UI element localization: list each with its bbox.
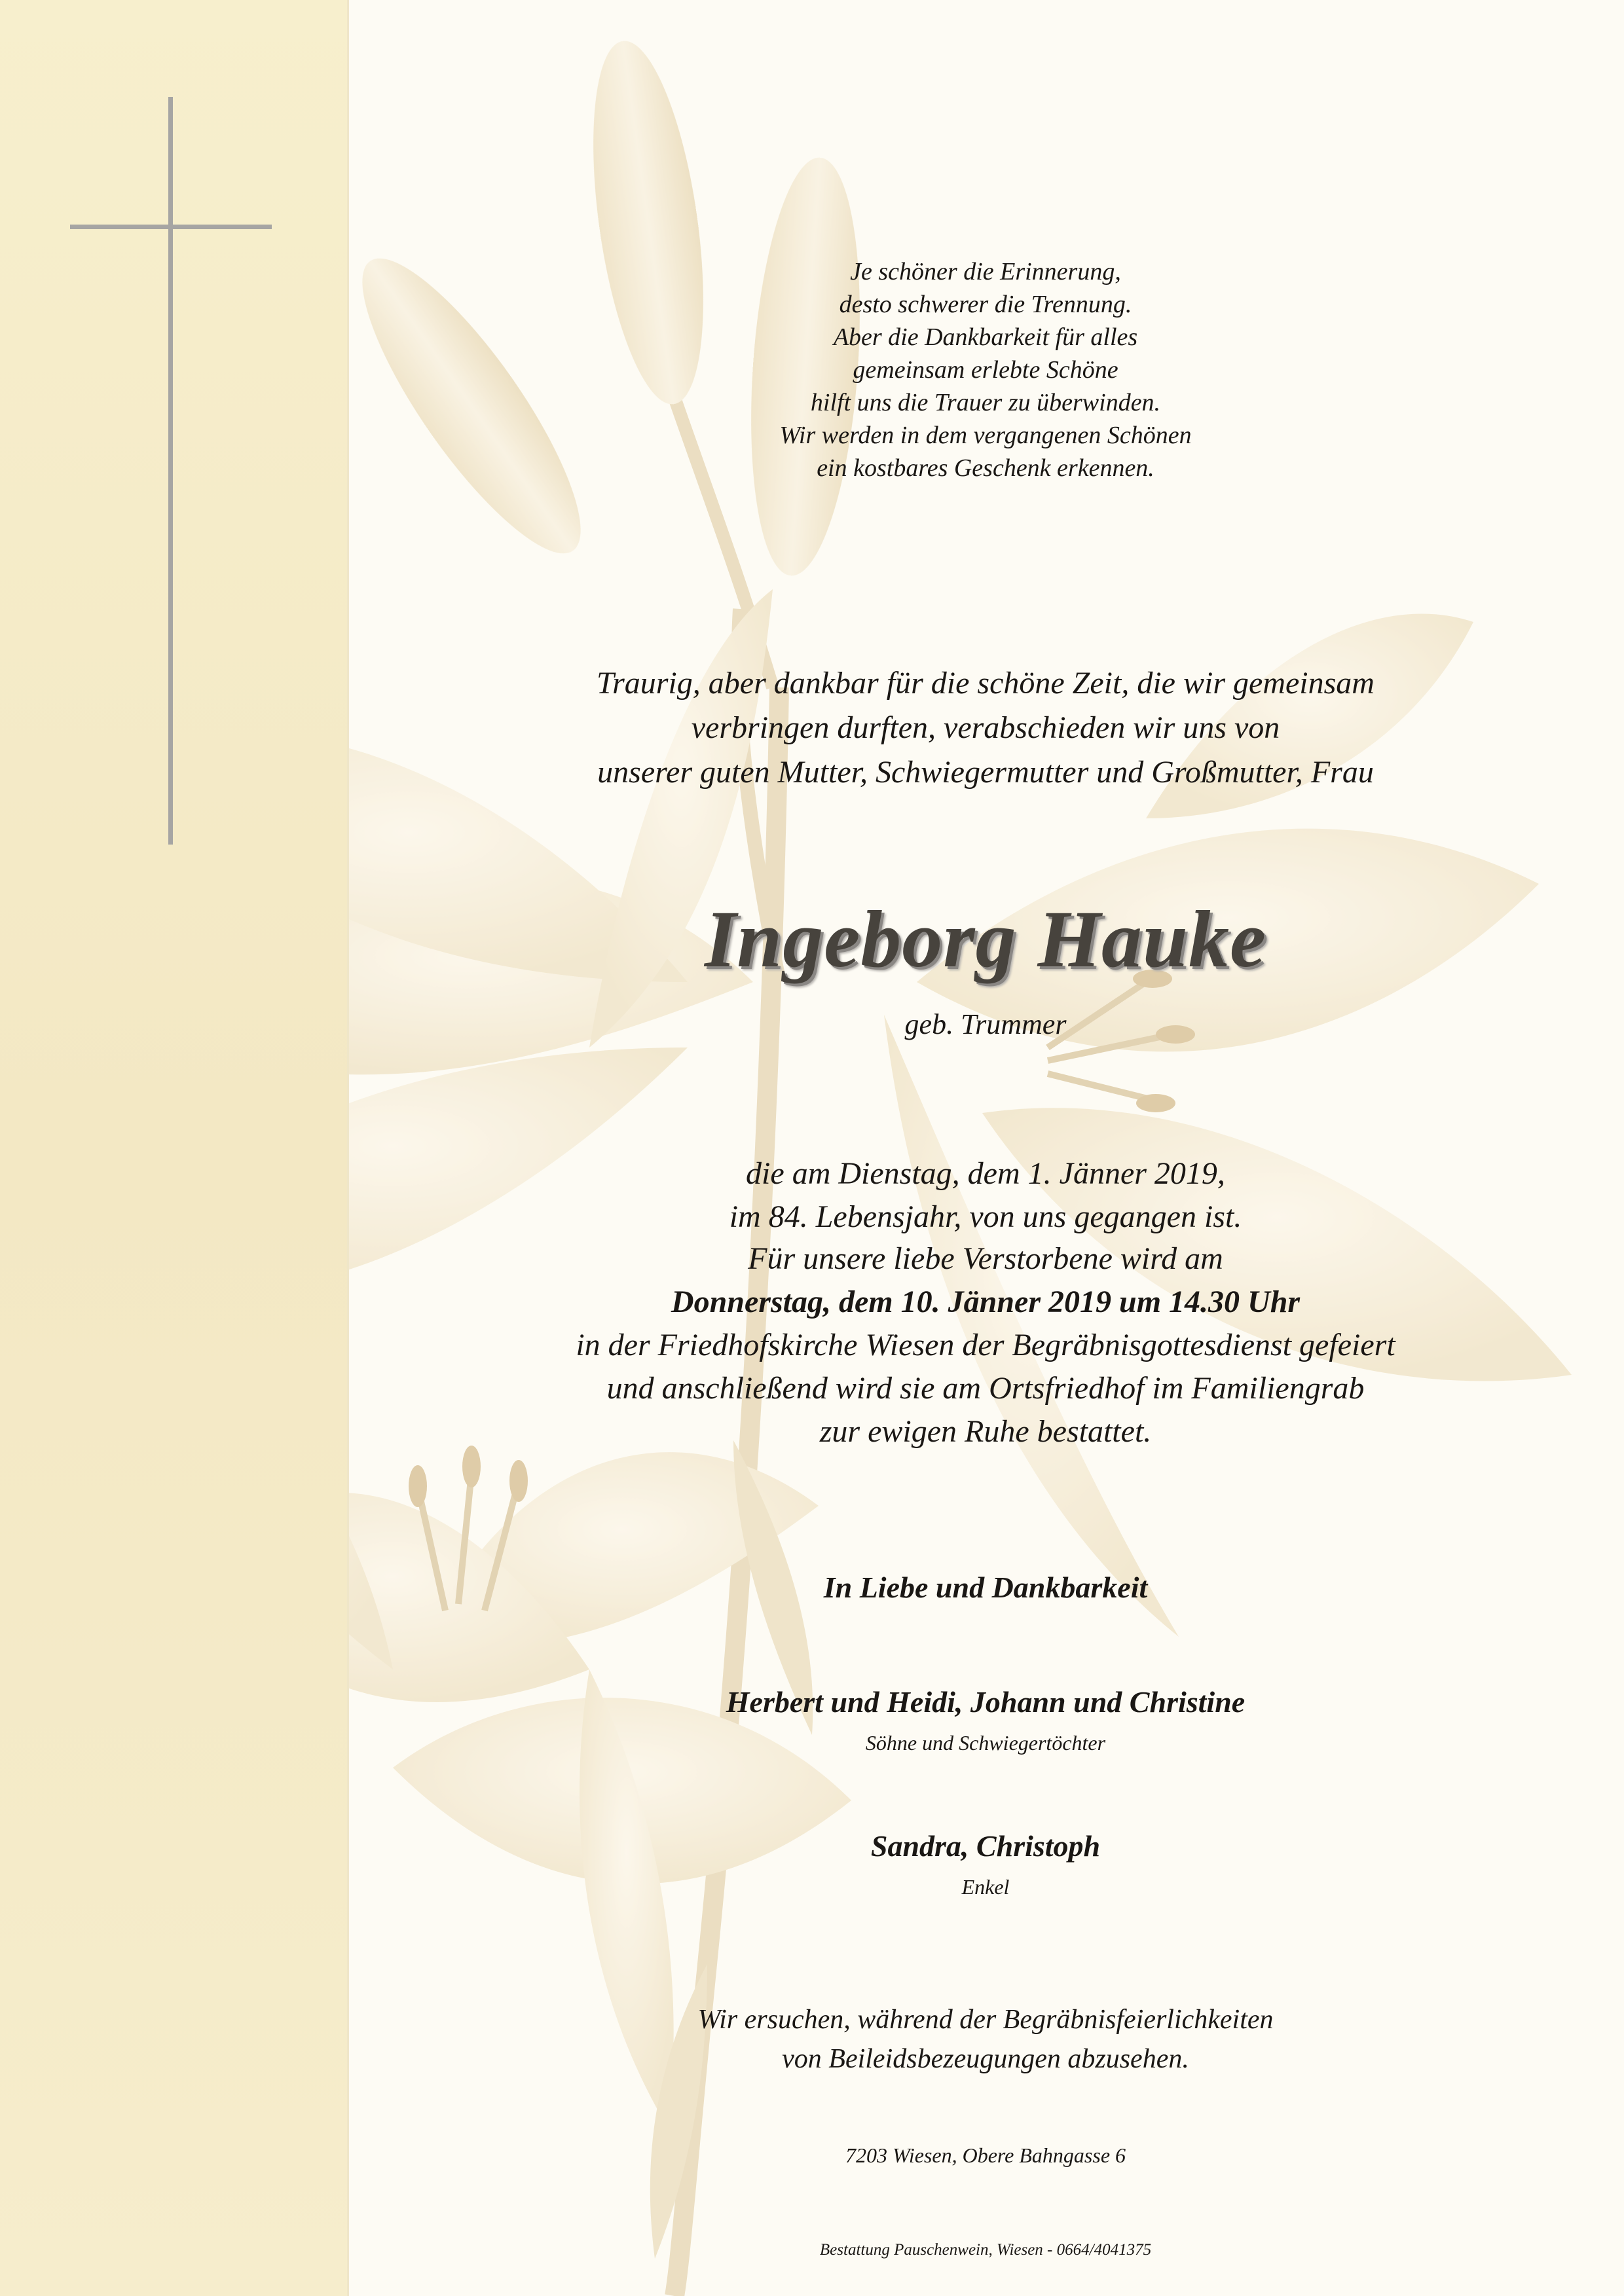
poem-line: Je schöner die Erinnerung, bbox=[850, 258, 1121, 285]
family-relation: Enkel bbox=[961, 1875, 1010, 1899]
intro-text bbox=[347, 661, 1624, 795]
poem-line: Wir werden in dem vergangenen Schönen bbox=[779, 422, 1192, 449]
closing-phrase: In Liebe und Dankbarkeit bbox=[823, 1571, 1148, 1604]
poem-line: gemeinsam erlebte Schöne bbox=[853, 356, 1118, 384]
funeral-line: zur ewigen Ruhe bestattet. bbox=[819, 1414, 1152, 1449]
funeral-line: Für unsere liebe Verstorbene wird am bbox=[748, 1241, 1223, 1276]
condolence-request bbox=[347, 2000, 1624, 2079]
funeral-line: in der Friedhofskirche Wiesen der Begräbnisgottesdienst gefeiert bbox=[576, 1328, 1395, 1362]
death-line: im 84. Lebensjahr, von uns gegangen ist. bbox=[729, 1199, 1242, 1234]
poem-line: ein kostbares Geschenk erkennen. bbox=[817, 454, 1154, 482]
request-line: von Beileidsbezeugungen abzusehen. bbox=[782, 2044, 1189, 2074]
family-address: 7203 Wiesen, Obere Bahngasse 6 bbox=[845, 2143, 1126, 2167]
poem-line: Aber die Dankbarkeit für alles bbox=[833, 323, 1138, 351]
intro-line: Traurig, aber dankbar für die schöne Zeit, die wir gemeinsam bbox=[597, 666, 1375, 701]
family-names: Sandra, Christoph bbox=[870, 1829, 1101, 1863]
request-line: Wir ersuchen, während der Begräbnisfeierlichkeiten bbox=[697, 2005, 1274, 2035]
undertaker-footer: Bestattung Pauschenwein, Wiesen - 0664/4041375 bbox=[819, 2241, 1152, 2259]
poem-line: desto schwerer die Trennung. bbox=[839, 291, 1132, 318]
intro-line: verbringen durften, verabschieden wir uns von bbox=[691, 710, 1280, 745]
funeral-line: und anschließend wird sie am Ortsfriedhof im Familiengrab bbox=[606, 1371, 1365, 1406]
poem bbox=[347, 255, 1624, 484]
deceased-name: Ingeborg Hauke bbox=[705, 894, 1266, 984]
death-info bbox=[347, 1152, 1624, 1239]
funeral-info bbox=[347, 1237, 1624, 1453]
family-relation: Söhne und Schwiegertöchter bbox=[865, 1731, 1106, 1755]
poem-line: hilft uns die Trauer zu überwinden. bbox=[810, 389, 1161, 416]
birth-name: geb. Trummer bbox=[904, 1008, 1067, 1040]
funeral-date: Donnerstag, dem 10. Jänner 2019 um 14.30 Uhr bbox=[671, 1285, 1301, 1319]
death-line: die am Dienstag, dem 1. Jänner 2019, bbox=[746, 1156, 1225, 1191]
intro-line: unserer guten Mutter, Schwiegermutter und Großmutter, Frau bbox=[597, 755, 1374, 790]
family-names: Herbert und Heidi, Johann und Christine bbox=[726, 1685, 1246, 1719]
